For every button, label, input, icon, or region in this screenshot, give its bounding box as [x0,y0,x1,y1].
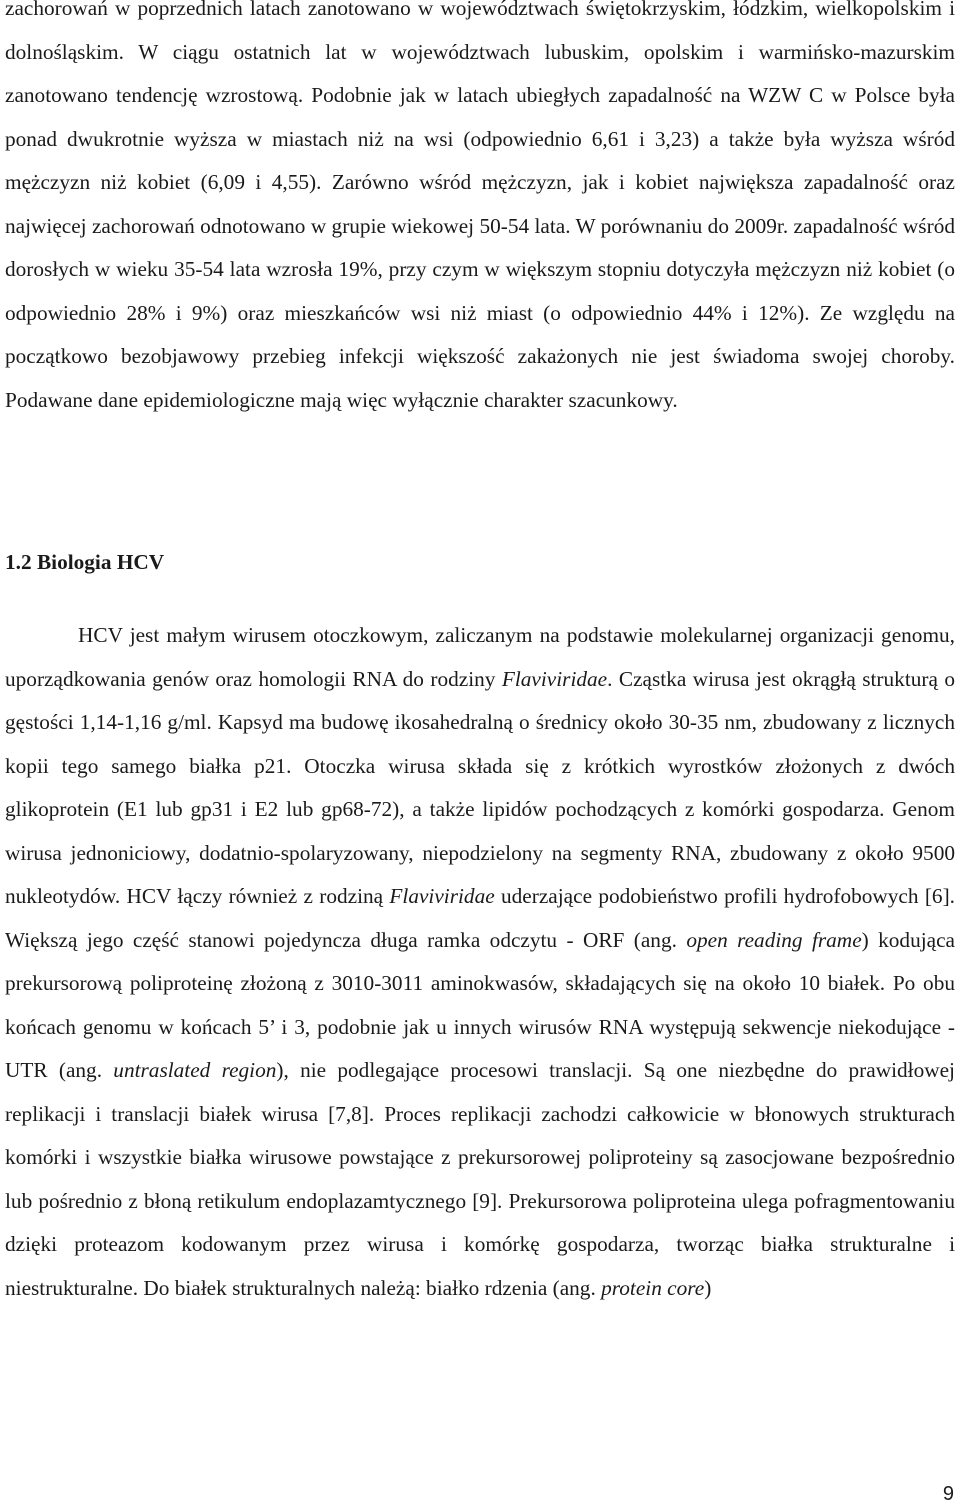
text-run: . Cząstka wirusa jest okrągłą strukturą o gęstości 1,14-1,16 g/ml. Kapsyd ma budowę ikosahedralną o średnicy około 30-35 nm, zbudowany z licznych kopii tego samego białka p21. Otoczka wirusa składa się z krótkich wyrostków złożonych z dwóch glikoprotein (E1 lub gp31 i E2 lub gp68-72), a także lipidów pochodzących z komórki gospodarza. Genom wirusa jednoniciowy, dodatnio-spolaryzowany, niepodzielony na segmenty RNA, zbudowany z około 9500 nukleotydów. HCV łączy również z rodziną [5,666,956,908]
hcv-biology-paragraph [5,614,955,1310]
section-heading: 1.2 Biologia HCV [5,550,165,574]
text-run: ) kodująca prekursorową poliproteinę złożoną z 3010-3011 aminokwasów, składających się na około 10 białek. Po obu końcach genomu w końcach 5’ i 3, podobnie jak u innych wirusów RNA występują sekwencje niekodujące - UTR (ang. [5,927,956,1082]
text-run: ), nie podlegające procesowi translacji. Są one niezbędne do prawidłowej replikacji i translacji białek wirusa [7,8]. Proces replikacji zachodzi całkowicie w błonowych strukturach komórki i wszystkie białka wirusowe powstające z prekursorowej poliproteiny są zasocjowane bezpośrednio lub pośrednio z błoną retikulum endoplazamtycznego [9]. Prekursorowa poliproteina ulega pofragmentowaniu dzięki proteazom kodowanym przez wirusa i komórkę gospodarza, tworząc białka strukturalne i niestrukturalne. Do białek strukturalnych należą: białko rdzenia (ang. [5,1058,955,1300]
italic-term: open reading frame [686,927,862,952]
text-run: uderzające podobieństwo profili hydrofobowych [6]. Większą jego część stanowi pojedyncza długa ramka odczytu - ORF (ang. [5,884,955,952]
italic-term: protein core [601,1275,705,1300]
italic-term: Flaviviridae [389,884,495,908]
italic-term: Flaviviridae [501,666,608,691]
text-run: HCV jest małym wirusem otoczkowym, zaliczanym na podstawie molekularnej organizacji genomu, uporządkowania genów oraz homologii RNA do rodziny [5,623,955,691]
text-run: ) [704,1275,712,1300]
page-number: 9 [942,1483,954,1505]
epidemiology-paragraph: zachorowań w poprzednich latach zanotowano w województwach świętokrzyskim, łódzkim, wielkopolskim i dolnośląskim. W ciągu ostatnich lat w województwach lubuskim, opolskim i warmińsko-mazurskim zanotowano tendencję wzrostową. Podobnie jak w latach ubiegłych zapadalność na WZW C w Polsce była ponad dwukrotnie wyższa w miastach niż na wsi (odpowiednio 6,61 i 3,23) a także była wyższa wśród mężczyzn niż kobiet (6,09 i 4,55). Zarówno wśród mężczyzn, jak i kobiet największa zapadalność oraz najwięcej zachorowań odnotowano w grupie wiekowej 50-54 lata. W porównaniu do 2009r. zapadalność wśród dorosłych w wieku 35-54 lata wzrosła 19%, przy czym w większym stopniu dotyczyła mężczyzn niż kobiet (o odpowiednio 28% i 9%) oraz mieszkańców wsi niż miast (o odpowiednio 44% i 12%). Ze względu na początkowo bezobjawowy przebieg infekcji większość zakażonych nie jest świadoma swojej choroby. Podawane dane epidemiologiczne mają więc wyłącznie charakter szacunkowy. [5,0,955,412]
italic-term: untraslated region [113,1058,277,1082]
